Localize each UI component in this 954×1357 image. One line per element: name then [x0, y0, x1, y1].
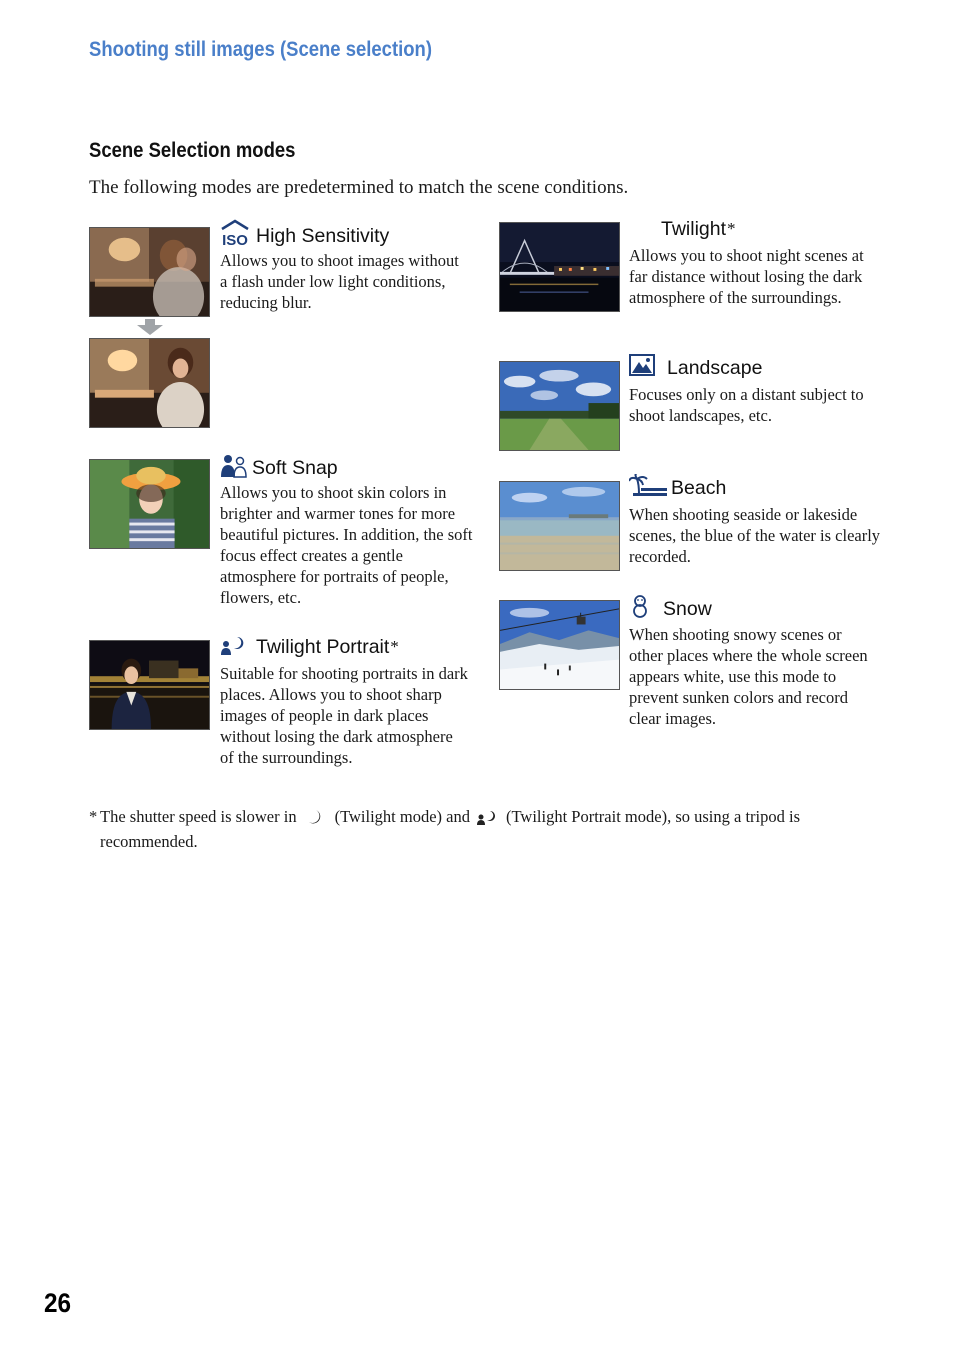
soft-snap-photo [89, 459, 210, 549]
soft-snap-title: Soft Snap [220, 452, 338, 484]
beach-title: Beach [629, 474, 726, 502]
beach-photo [499, 481, 620, 571]
iso-icon [220, 219, 250, 253]
twilight-photo [499, 222, 620, 312]
page-number: 26 [44, 1288, 72, 1318]
high-sensitivity-title: ISO High Sensitivity [220, 219, 389, 253]
high-sensitivity-before-photo [89, 227, 210, 317]
landscape-description: Focuses only on a distant subject to shoot landscapes, etc. [629, 385, 864, 425]
high-sensitivity-description: Allows you to shoot images without a flash under low light conditions, reducing blur. [220, 251, 459, 312]
landscape-title: Landscape [629, 354, 762, 382]
moon-icon [307, 809, 321, 831]
beach-icon [629, 474, 667, 502]
arrow-down-icon [137, 319, 163, 335]
landscape-icon [629, 354, 655, 382]
twilight-description: Allows you to shoot night scenes at far distance without losing the dark atmosphere of the surroundings. [629, 246, 864, 307]
twilight-portrait-icon [476, 809, 496, 831]
footnote-star: * [89, 807, 98, 826]
high-sensitivity-after-photo [89, 338, 210, 428]
twilight-title: Twilight * [629, 214, 736, 244]
twilight-portrait-title: Twilight Portrait * [220, 633, 399, 661]
page-heading: Scene Selection modes [89, 139, 296, 162]
snow-description: When shooting snowy scenes or other places where the whole screen appears white, use this mode to prevent sunken colors and record clear images. [629, 625, 868, 728]
twilight-portrait-icon [220, 633, 244, 661]
moon-icon [629, 214, 651, 244]
landscape-photo [499, 361, 620, 451]
snow-photo [499, 600, 620, 690]
twilight-portrait-photo [89, 640, 210, 730]
section-title: Shooting still images (Scene selection) [89, 38, 432, 61]
soft-snap-description: Allows you to shoot skin colors in brighter and warmer tones for more beautiful pictures. In addition, the soft focus effect creates a gentle atmosphere for portraits of people, flowers, etc. [220, 483, 473, 607]
snow-title: Snow [629, 594, 712, 624]
snowman-icon [629, 594, 651, 624]
footnote: * The shutter speed is slower in (Twilight mode) and (Twilight Portrait mode), so using a tripod is recommended. [89, 807, 800, 851]
svg-text:ISO: ISO [222, 232, 248, 247]
twilight-portrait-description: Suitable for shooting portraits in dark places. Allows you to shoot sharp images of people in dark places without losing the dark atmosphere of the surroundings. [220, 664, 468, 767]
intro-text: The following modes are predetermined to match the scene conditions. [89, 177, 629, 198]
soft-snap-icon [220, 452, 248, 484]
beach-description: When shooting seaside or lakeside scenes, the blue of the water is clearly recorded. [629, 505, 881, 566]
